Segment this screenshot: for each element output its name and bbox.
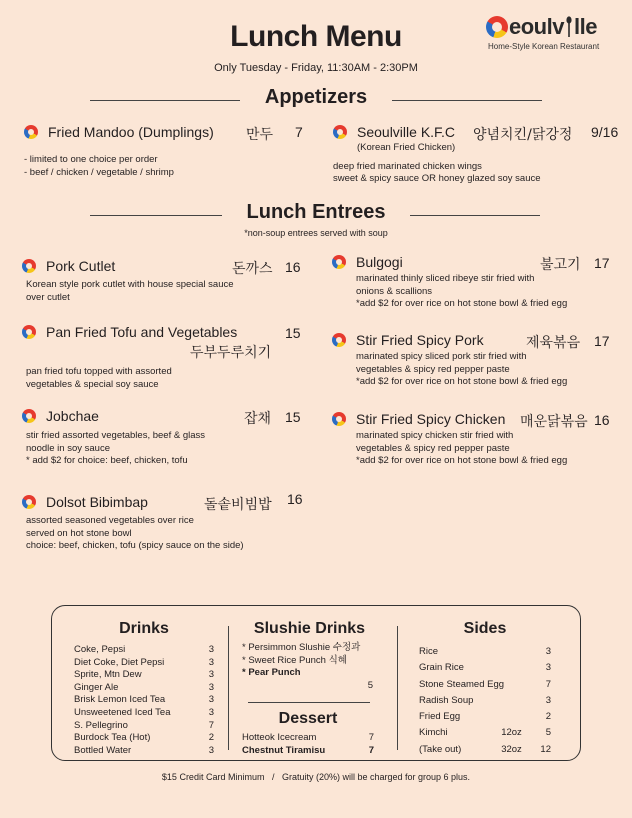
- item-korean-name: 만두: [246, 127, 274, 143]
- item-korean-name: 돌솥비빔밥: [204, 497, 272, 513]
- item-desc-line: served on hot stone bowl: [26, 527, 132, 539]
- item-desc-line: - limited to one choice per order: [24, 154, 158, 165]
- logo-text-end: lle: [573, 14, 597, 39]
- seoulville-bullet-icon: [22, 325, 36, 339]
- seoulville-bullet-icon: [333, 125, 347, 139]
- item-korean-name: 제육볶음: [526, 335, 581, 351]
- menu-item-dolsot-bibimbap: [22, 491, 322, 553]
- item-name: Pork Cutlet: [46, 258, 116, 274]
- item-korean-name: 돈까스: [232, 261, 273, 277]
- menu-hours: Only Tuesday - Friday, 11:30AM - 2:30PM: [214, 62, 418, 74]
- drink-row: Bottled Water 3: [74, 744, 214, 756]
- divider: [248, 702, 370, 703]
- item-price: 17: [594, 333, 610, 349]
- item-desc-line: vegetables & spicy red pepper paste: [356, 363, 510, 375]
- item-desc-line: vegetables & spicy red pepper paste: [356, 442, 510, 454]
- drink-row: Ginger Ale 3: [74, 681, 214, 693]
- item-desc-line: *add $2 for over rice on hot stone bowl & fried egg: [356, 455, 568, 466]
- item-price: 9/16: [591, 124, 619, 140]
- menu-item-fried-mandoo: [24, 124, 314, 179]
- item-desc-line: marinated spicy chicken stir fried with: [356, 430, 514, 441]
- slushie-price: 5: [367, 679, 373, 691]
- item-price: 15: [285, 409, 301, 425]
- item-korean-name: 잡채: [244, 411, 272, 427]
- item-name: Bulgogi: [356, 254, 403, 270]
- item-desc-line: choice: beef, chicken, tofu (spicy sauce on the side): [26, 540, 244, 551]
- drinks-section: [74, 620, 214, 757]
- item-subtitle: (Korean Fried Chicken): [357, 142, 456, 153]
- menu-item-bulgogi: [332, 254, 622, 311]
- drink-row: Unsweetened Iced Tea 3: [74, 706, 214, 718]
- side-row: Stone Steamed Egg 7: [419, 678, 551, 690]
- item-desc-line: marinated spicy sliced pork stir fried with: [356, 351, 527, 362]
- side-row: Fried Egg 2: [419, 711, 551, 723]
- logo-wordmark: [486, 14, 626, 40]
- dessert-heading: Dessert: [278, 710, 338, 727]
- footer-note: $15 Credit Card Minimum / Gratuity (20%) will be charged for group 6 plus.: [161, 772, 471, 782]
- item-desc-line: vegetables & special soy sauce: [26, 378, 159, 390]
- seoulville-bullet-icon: [22, 495, 36, 509]
- menu-item-spicy-chicken: [332, 411, 622, 468]
- side-row: (Take out) 32oz 12: [419, 743, 551, 755]
- sides-section: [419, 620, 551, 758]
- logo-s-icon: [486, 16, 508, 38]
- item-price: 16: [594, 412, 610, 428]
- slushie-item: * Sweet Rice Punch 식혜: [242, 654, 347, 666]
- item-price: 15: [285, 325, 301, 341]
- dessert-row: Hotteok Icecream 7: [242, 732, 374, 743]
- drink-row: Diet Coke, Diet Pepsi 3: [74, 656, 214, 668]
- drink-row: S. Pellegrino 7: [74, 719, 214, 731]
- menu-item-pork-cutlet: [22, 258, 312, 304]
- seoulville-bullet-icon: [22, 409, 36, 423]
- drink-row: Coke, Pepsi 3: [74, 644, 214, 655]
- menu-item-pan-fried-tofu: [22, 324, 312, 391]
- item-name: Fried Mandoo (Dumplings): [48, 124, 214, 140]
- drink-row: Burdock Tea (Hot) 2: [74, 732, 214, 744]
- item-price: 17: [594, 255, 610, 271]
- slushie-heading: Slushie Drinks: [253, 620, 366, 637]
- item-name: Jobchae: [46, 408, 99, 424]
- seoulville-bullet-icon: [332, 333, 346, 347]
- menu-item-spicy-pork: [332, 332, 622, 389]
- entrees-heading: Lunch Entrees: [246, 201, 386, 223]
- item-desc-line: over cutlet: [26, 291, 70, 303]
- item-korean-name: 불고기: [540, 257, 581, 273]
- item-desc-line: deep fried marinated chicken wings: [333, 160, 482, 172]
- item-desc-line: * add $2 for choice: beef, chicken, tofu: [26, 455, 188, 466]
- item-desc-line: marinated thinly sliced ribeye stir fried with: [356, 273, 535, 284]
- item-price: 16: [287, 491, 303, 507]
- item-desc-line: Korean style pork cutlet with house special sauce: [26, 279, 234, 290]
- item-korean-name: 양념치킨/닭강정: [473, 127, 573, 143]
- entrees-note: *non-soup entrees served with soup: [244, 228, 388, 238]
- logo-tagline: Home-Style Korean Restaurant: [488, 42, 600, 51]
- item-korean-name: 두부두루치기: [190, 345, 272, 361]
- item-price: 7: [295, 124, 303, 140]
- item-desc-line: onions & scallions: [356, 285, 433, 297]
- side-row: Grain Rice 3: [419, 662, 551, 674]
- drink-row: Sprite, Mtn Dew 3: [74, 669, 214, 681]
- item-name: Dolsot Bibimbap: [46, 494, 148, 510]
- slushie-item: * Persimmon Slushie 수정과: [242, 642, 361, 653]
- item-price: 16: [285, 259, 301, 275]
- seoulville-bullet-icon: [22, 259, 36, 273]
- seoulville-bullet-icon: [332, 255, 346, 269]
- menu-item-jobchae: [22, 408, 312, 468]
- menu-item-seoulville-kfc: [333, 124, 623, 186]
- restaurant-logo: [486, 14, 626, 51]
- item-desc-line: *add $2 for over rice on hot stone bowl & fried egg: [356, 376, 568, 387]
- drinks-sides-box: [51, 605, 581, 761]
- item-name: Stir Fried Spicy Chicken: [356, 411, 506, 427]
- item-desc-line: - beef / chicken / vegetable / shrimp: [24, 166, 174, 178]
- slushie-item: * Pear Punch: [242, 667, 301, 678]
- item-name: Pan Fried Tofu and Vegetables: [46, 324, 238, 340]
- item-name: Stir Fried Spicy Pork: [356, 332, 484, 348]
- seoulville-bullet-icon: [24, 125, 38, 139]
- dessert-row: Chestnut Tiramisu 7: [242, 744, 374, 756]
- item-desc-line: pan fried tofu topped with assorted: [26, 366, 172, 377]
- item-desc-line: stir fried assorted vegetables, beef & glass: [26, 430, 206, 441]
- item-desc-line: sweet & spicy sauce OR honey glazed soy sauce: [333, 173, 541, 184]
- side-row: Radish Soup 3: [419, 694, 551, 706]
- item-desc-line: noodle in soy sauce: [26, 442, 110, 454]
- slushie-section: [242, 620, 377, 692]
- side-row: Kimchi 12oz 5: [419, 727, 551, 739]
- logo-text: eoulv: [509, 14, 564, 39]
- logo-spoon-icon: [565, 16, 573, 38]
- side-row: Rice 3: [419, 646, 551, 657]
- column-divider: [228, 626, 229, 750]
- drink-row: Brisk Lemon Iced Tea 3: [74, 694, 214, 706]
- sides-heading: Sides: [463, 620, 507, 637]
- item-name: Seoulville K.F.C: [357, 124, 456, 140]
- item-desc-line: assorted seasoned vegetables over rice: [26, 515, 194, 526]
- item-korean-name: 매운닭볶음: [520, 414, 588, 430]
- seoulville-bullet-icon: [332, 412, 346, 426]
- drinks-heading: Drinks: [119, 620, 169, 637]
- appetizers-heading: Appetizers: [264, 86, 368, 108]
- menu-title: Lunch Menu: [230, 20, 402, 53]
- item-desc-line: *add $2 for over rice on hot stone bowl & fried egg: [356, 298, 568, 309]
- column-divider: [397, 626, 398, 750]
- dessert-section: [242, 710, 374, 757]
